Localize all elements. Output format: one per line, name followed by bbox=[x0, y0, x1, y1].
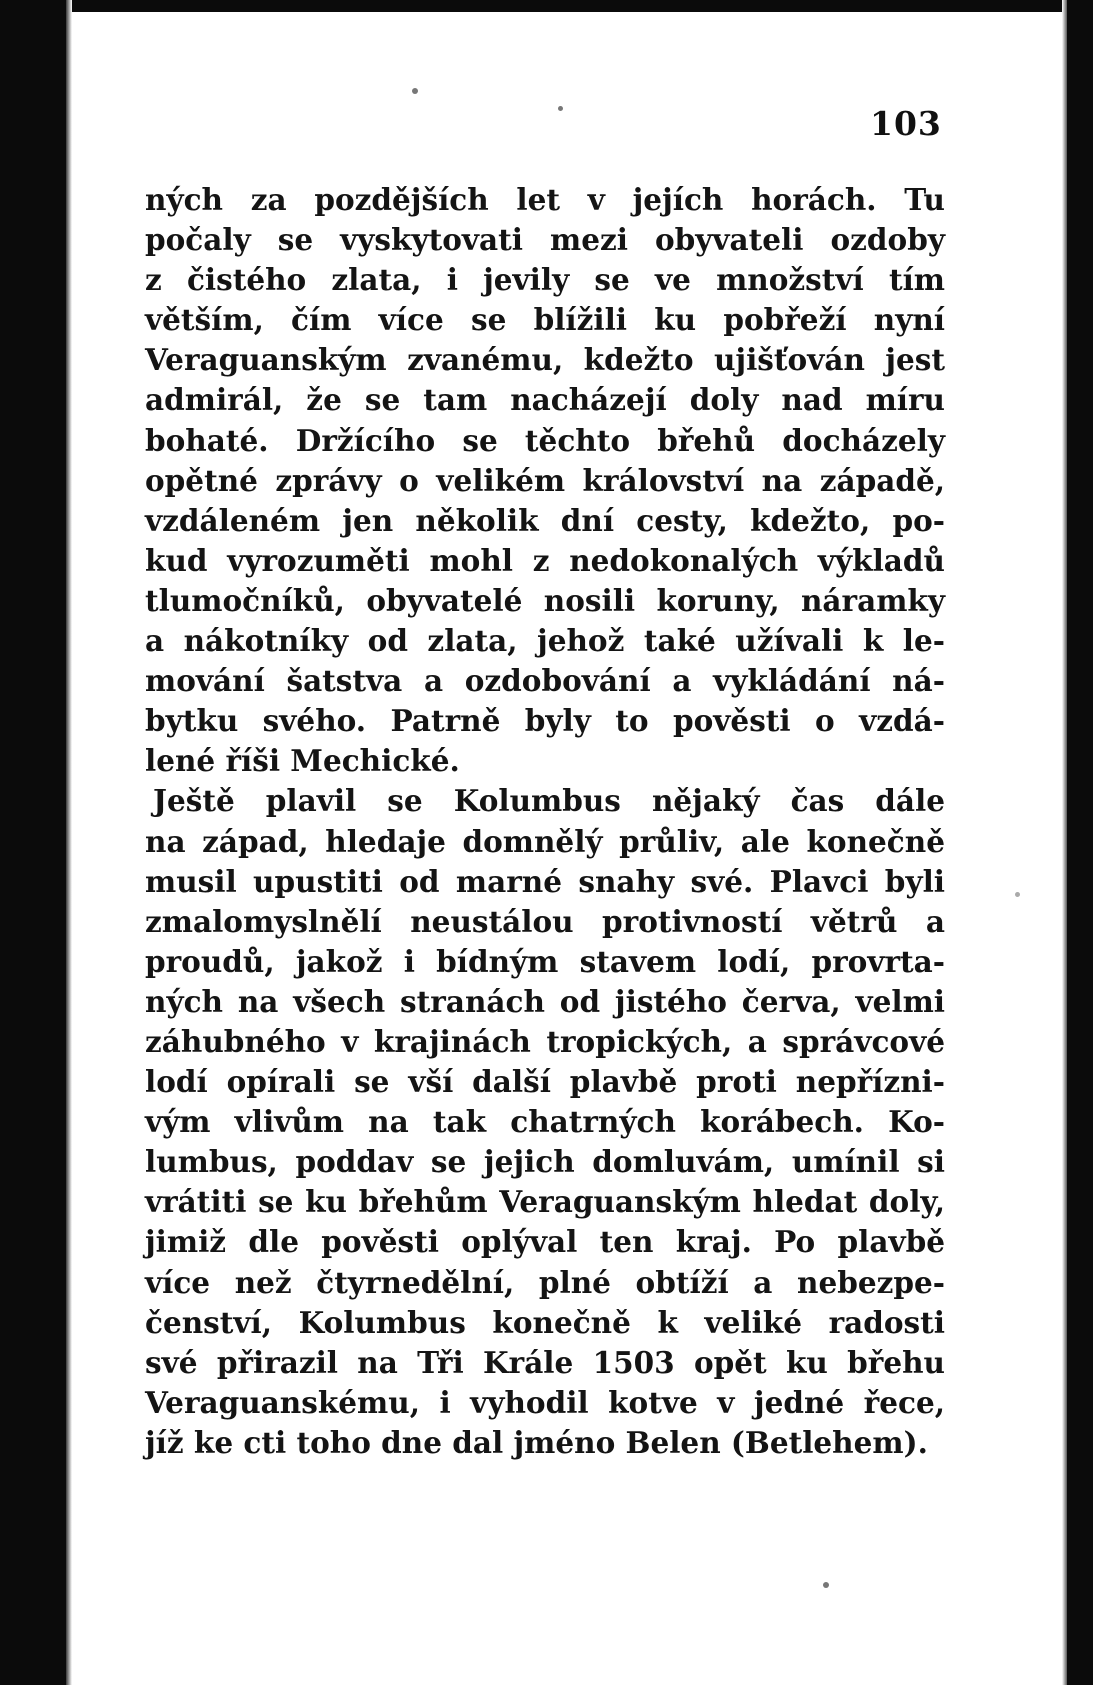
dust-speck bbox=[1015, 892, 1020, 897]
text-line: vým vlivům na tak chatrných korábech. Ko- bbox=[145, 1104, 945, 1140]
scan-border-right-shadow bbox=[1062, 0, 1067, 1685]
text-line: jimiž dle pověsti oplýval ten kraj. Po plavbě bbox=[145, 1224, 945, 1260]
text-line: lené říši Mechické. bbox=[145, 743, 460, 779]
body-text bbox=[145, 180, 945, 1463]
text-line: ných na všech stranách od jistého červa, velmi bbox=[145, 983, 945, 1019]
page-number: 103 bbox=[870, 104, 942, 143]
text-line: Veraguanskému, i vyhodil kotve v jedné řece, bbox=[145, 1384, 945, 1420]
text-line: z čistého zlata, i jevily se ve množství tím bbox=[145, 262, 945, 298]
text-line: ných za pozdějších let v jejích horách. Tu bbox=[145, 182, 945, 217]
text-line: počaly se vyskytovati mezi obyvateli ozdoby bbox=[145, 222, 945, 258]
scan-border-left-shadow bbox=[66, 0, 72, 1685]
text-line: lodí opírali se vší další plavbě proti nepřízni- bbox=[145, 1064, 945, 1100]
text-line: bytku svého. Patrně byly to pověsti o vzdá- bbox=[145, 703, 945, 739]
text-line: Veraguanským zvanému, kdežto ujišťován jest bbox=[145, 342, 945, 378]
text-line: admirál, že se tam nacházejí doly nad míru bbox=[145, 382, 945, 418]
text-line: musil upustiti od marné snahy své. Plavci byli bbox=[145, 863, 945, 899]
scan-border-top bbox=[0, 0, 1093, 12]
text-line: vrátiti se ku břehům Veraguanským hledat doly, bbox=[145, 1184, 945, 1220]
text-line: na západ, hledaje domnělý průliv, ale konečně bbox=[145, 823, 945, 859]
text-line: více než čtyrnedělní, plné obtíží a nebezpe- bbox=[145, 1264, 945, 1300]
text-line: vzdáleném jen několik dní cesty, kdežto, po- bbox=[145, 502, 945, 538]
text-line: tlumočníků, obyvatelé nosili koruny, náramky bbox=[145, 582, 945, 618]
dust-speck bbox=[823, 1582, 829, 1588]
text-line: a nákotníky od zlata, jehož také užívali k le- bbox=[145, 623, 945, 659]
text-line: větším, čím více se blížili ku pobřeží nyní bbox=[145, 302, 945, 338]
text-line: kud vyrozuměti mohl z nedokonalých výkladů bbox=[145, 542, 945, 578]
text-line: jíž ke cti toho dne dal jméno Belen (Betlehem). bbox=[145, 1424, 928, 1460]
text-line: lumbus, poddav se jejich domluvám, umínil si bbox=[145, 1144, 945, 1180]
text-line: opětné zprávy o velikém království na západě, bbox=[145, 462, 945, 498]
text-line: své přirazil na Tři Krále 1503 opět ku břehu bbox=[145, 1344, 945, 1380]
text-line: bohaté. Držícího se těchto břehů docházely bbox=[145, 422, 945, 458]
scan-border-right bbox=[1067, 0, 1093, 1685]
dust-speck bbox=[412, 88, 418, 94]
text-line: proudů, jakož i bídným stavem lodí, provrta- bbox=[145, 943, 945, 979]
scan-border-left bbox=[0, 0, 66, 1685]
text-line: mování šatstva a ozdobování a vykládání ná- bbox=[145, 663, 945, 699]
text-line: záhubného v krajinách tropických, a správcové bbox=[145, 1023, 945, 1059]
text-line: čenství, Kolumbus konečně k veliké radosti bbox=[145, 1304, 945, 1340]
text-line: zmalomyslnělí neustálou protivností větrů a bbox=[145, 903, 945, 939]
dust-speck bbox=[558, 106, 563, 111]
paragraph-first-line: Ještě plavil se Kolumbus nějaký čas dále bbox=[153, 783, 945, 819]
